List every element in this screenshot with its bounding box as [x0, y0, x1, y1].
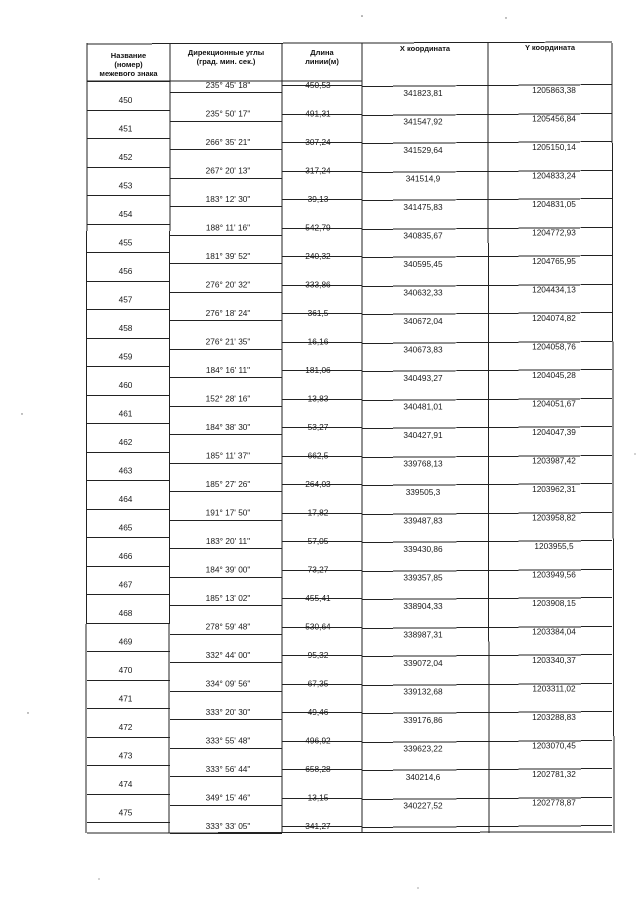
point-x: 339072,04: [403, 658, 443, 668]
segment-angle: 276° 18' 24": [205, 308, 251, 318]
row-border: [362, 343, 488, 344]
point-name: 461: [118, 408, 133, 419]
point-x: 338987,31: [403, 629, 443, 640]
point-y: 1203962,31: [532, 484, 576, 494]
point-x: 339768,13: [403, 458, 443, 469]
segment-angle: 185° 13' 02": [205, 593, 251, 603]
point-name: 470: [118, 665, 133, 675]
point-y: 1203384,04: [532, 626, 576, 637]
point-x: 340427,91: [403, 430, 443, 440]
header-angle: (град. мин. сек.): [196, 57, 256, 66]
row-border: [362, 827, 488, 828]
point-x: 340835,67: [403, 230, 443, 241]
point-x: 341823,81: [403, 88, 443, 98]
segment-length: 662,5: [307, 450, 329, 461]
point-y: 1203340,37: [532, 655, 576, 665]
point-name: 462: [118, 437, 133, 447]
point-x: 340632,33: [403, 287, 443, 298]
point-name: 455: [118, 237, 133, 248]
row-border: [362, 514, 488, 515]
segment-length: 317,24: [305, 165, 331, 176]
segment-length: 491,31: [305, 108, 331, 119]
point-name: 473: [118, 750, 133, 761]
header-name: межевого знака: [99, 69, 158, 78]
segment-angle: 333° 56' 44": [205, 764, 251, 774]
segment-length: 658,28: [305, 764, 331, 774]
row-border: [362, 799, 488, 800]
segment-length: 341,27: [305, 821, 331, 831]
segment-length: 333,86: [305, 279, 331, 290]
point-name: 452: [118, 152, 133, 162]
point-name: 451: [118, 123, 133, 134]
segment-angle: 266° 35' 21": [205, 137, 251, 147]
point-name: 458: [118, 323, 133, 333]
row-border: [362, 286, 488, 287]
row-border: [362, 428, 488, 429]
point-name: 460: [118, 380, 133, 390]
point-name: 474: [118, 779, 133, 789]
row-border: [362, 457, 488, 458]
segment-angle: 185° 11' 37": [205, 450, 251, 461]
segment-angle: 188° 11' 16": [205, 222, 251, 233]
point-x: 339505,3: [405, 487, 441, 497]
point-x: 339176,86: [403, 715, 443, 725]
point-name: 457: [118, 294, 133, 305]
point-y: 1203949,56: [532, 569, 576, 580]
segment-angle: 152° 28' 16": [205, 393, 251, 404]
column-border: [612, 43, 614, 833]
segment-angle: 333° 20' 30": [205, 707, 251, 717]
segment-angle: 349° 15' 46": [205, 792, 251, 803]
segment-angle: 183° 20' 11": [205, 536, 251, 546]
point-name: 454: [118, 209, 133, 219]
segment-angle: 276° 20' 32": [205, 279, 251, 290]
segment-length: 361,5: [307, 308, 329, 318]
point-name: 459: [118, 351, 133, 362]
segment-length: 39,13: [307, 194, 329, 204]
point-y: 1204045,28: [532, 370, 576, 380]
point-y: 1204074,82: [532, 313, 576, 323]
segment-length: 307,24: [305, 137, 331, 147]
row-border: [362, 115, 488, 116]
segment-length: 496,92: [305, 735, 331, 746]
point-y: 1205150,14: [532, 142, 576, 152]
point-x: 340673,83: [403, 344, 443, 355]
segment-angle: 235° 50' 17": [205, 108, 251, 119]
row-border: [362, 656, 488, 657]
point-y: 1204434,13: [532, 284, 576, 295]
row-border: [362, 200, 488, 201]
row-border: [362, 571, 488, 572]
point-x: 340493,27: [403, 373, 443, 383]
segment-length: 67,35: [307, 678, 329, 689]
segment-angle: 184° 38' 30": [205, 422, 251, 432]
segment-length: 17,82: [307, 507, 329, 518]
point-name: 464: [118, 494, 133, 504]
point-name: 465: [118, 522, 133, 533]
point-x: 340595,45: [403, 259, 443, 269]
segment-length: 13,83: [307, 393, 329, 404]
point-x: 341547,92: [403, 116, 443, 127]
row-border: [362, 257, 488, 258]
row-border: [362, 172, 488, 173]
point-x: 340214,6: [405, 772, 441, 782]
segment-length: 57,05: [307, 536, 329, 546]
point-y: 1205456,84: [532, 113, 576, 124]
header-length: Длина: [310, 48, 334, 57]
row-border: [362, 685, 488, 686]
header-x-coordinate: X координата: [399, 44, 451, 53]
header-name: Название: [110, 51, 147, 60]
row-border: [362, 713, 488, 714]
segment-angle: 334° 09' 56": [205, 678, 251, 689]
point-y: 1205863,38: [532, 85, 576, 95]
point-x: 341514,9: [405, 173, 441, 184]
point-name: 453: [118, 180, 133, 191]
segment-angle: 181° 39' 52": [205, 251, 251, 261]
segment-angle: 333° 55' 48": [205, 735, 251, 746]
segment-angle: 184° 16' 11": [205, 365, 251, 375]
point-y: 1204047,39: [532, 427, 576, 437]
point-name: 466: [118, 551, 133, 561]
row-border: [362, 371, 488, 372]
row-border: [488, 826, 612, 827]
column-border: [488, 43, 489, 833]
segment-angle: 278° 59' 48": [205, 621, 251, 632]
point-name: 463: [118, 465, 133, 476]
segment-length: 73,27: [307, 564, 329, 575]
point-y: 1203311,02: [532, 683, 576, 694]
segment-length: 181,06: [305, 365, 331, 375]
row-border: [362, 742, 488, 743]
row-border: [362, 143, 488, 144]
point-x: 340227,52: [403, 800, 443, 811]
point-y: 1202778,87: [532, 797, 576, 808]
point-x: 340672,04: [403, 316, 443, 326]
point-y: 1204765,95: [532, 256, 576, 266]
segment-angle: 185° 27' 26": [205, 479, 251, 489]
point-name: 475: [118, 807, 133, 818]
point-y: 1204772,93: [532, 227, 576, 238]
point-name: 469: [118, 636, 133, 647]
point-y: 1203987,42: [532, 455, 576, 466]
point-name: 456: [118, 266, 133, 276]
row-border: [362, 628, 488, 629]
table-header: [99, 43, 575, 78]
segment-length: 16,16: [307, 336, 329, 347]
row-border: [362, 770, 488, 771]
row-border: [362, 229, 488, 230]
row-border: [362, 485, 488, 486]
segment-length: 455,41: [305, 593, 331, 603]
segment-angle: 183° 12' 30": [205, 194, 251, 204]
point-x: 341475,83: [403, 202, 443, 212]
point-x: 339623,22: [403, 743, 443, 754]
point-y: 1203958,82: [532, 512, 576, 523]
segment-angle: 276° 21' 35": [205, 336, 251, 347]
segment-length: 49,46: [307, 707, 329, 717]
segment-length: 13,15: [307, 792, 329, 803]
point-y: 1203955,5: [534, 541, 574, 551]
segment-angle: 191° 17' 50": [205, 507, 251, 518]
point-x: 339487,83: [403, 515, 443, 526]
point-y: 1203070,45: [532, 740, 576, 751]
segment-angle: 267° 20' 13": [205, 165, 251, 176]
point-x: 339132,68: [403, 686, 443, 697]
segment-angle: 332° 44' 00": [205, 650, 251, 660]
point-x: 339357,85: [403, 572, 443, 583]
point-name: 468: [118, 608, 133, 618]
point-y: 1204833,24: [532, 170, 576, 181]
segment-angle: 184° 39' 00": [205, 564, 251, 575]
row-border: [362, 542, 488, 543]
point-x: 339430,86: [403, 544, 443, 554]
point-x: 341529,64: [403, 145, 443, 155]
segment-length: 53,27: [307, 422, 329, 432]
header-name: (номер): [114, 60, 143, 69]
point-name: 471: [118, 693, 133, 704]
header-angle: Дирекционные углы: [187, 48, 265, 57]
point-y: 1202781,32: [532, 769, 576, 779]
segment-length: 95,32: [307, 650, 329, 660]
segment-length: 542,79: [305, 222, 331, 233]
segment-angle: 235° 45' 18": [205, 80, 251, 90]
row-border: [362, 599, 488, 600]
table-body: [119, 80, 577, 831]
point-y: 1204831,05: [532, 199, 576, 209]
point-y: 1204058,76: [532, 341, 576, 352]
segment-length: 264,03: [305, 479, 331, 489]
column-border: [169, 43, 170, 833]
point-y: 1203288,83: [532, 712, 576, 722]
point-y: 1203908,15: [532, 598, 576, 608]
header-length: линии(м): [305, 57, 339, 66]
segment-length: 450,53: [305, 80, 331, 90]
row-border: [362, 86, 488, 87]
row-border: [362, 314, 488, 315]
segment-length: 530,64: [305, 621, 331, 632]
segment-length: 240,32: [305, 251, 331, 261]
point-x: 338904,33: [403, 601, 443, 611]
header-y-coordinate: Y координата: [524, 43, 576, 52]
point-name: 450: [118, 95, 133, 105]
point-name: 467: [118, 579, 133, 590]
segment-angle: 333° 33' 05": [205, 821, 251, 831]
column-border: [86, 43, 87, 833]
row-border: [362, 400, 488, 401]
point-y: 1204051,67: [532, 398, 576, 409]
point-name: 472: [118, 722, 133, 732]
point-x: 340481,01: [403, 401, 443, 412]
table-bottom-border: [87, 832, 612, 833]
